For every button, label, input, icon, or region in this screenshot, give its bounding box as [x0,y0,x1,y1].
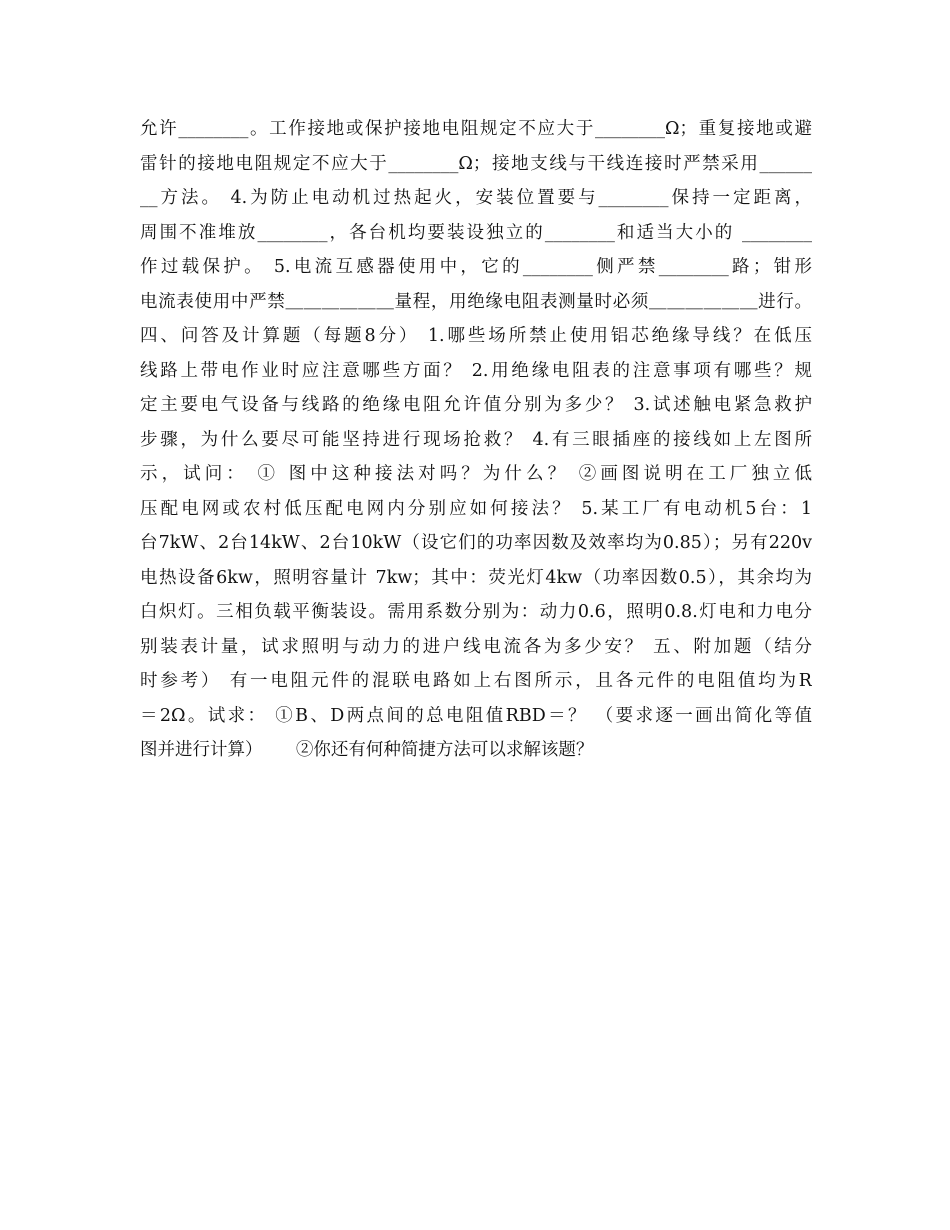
text-line: ＝2Ω。试求： ①B、D两点间的总电阻值RBD＝？ （要求逐一画出简化等值 [140,705,812,726]
text-line: 电热设备6kw，照明容量计 7kw；其中：荧光灯4kw（功率因数0.5），其余均为 [140,567,812,588]
text-line: 电流表使用中严禁＿＿＿＿＿＿量程，用绝缘电阻表测量时必须＿＿＿＿＿＿进行。 [140,291,812,312]
text-line: 周围不准堆放________，各台机均要装设独立的________和适当大小的 ________ [140,222,812,243]
text-line: 允许________。工作接地或保护接地电阻规定不应大于________Ω；重复接地或避 [140,119,812,139]
body-text [140,112,812,768]
text-line: 别装表计量，试求照明与动力的进户线电流各为多少安？ 五、附加题（结分 [140,636,812,657]
text-line: 示，试问： ① 图中这种接法对吗？为什么？ ②画图说明在工厂独立低 [140,464,812,484]
text-line: 时参考） 有一电阻元件的混联电路如上右图所示，且各元件的电阻值均为R [140,671,812,691]
text-line: 定主要电气设备与线路的绝缘电阻允许值分别为多少？ 3.试述触电紧急救护 [140,395,812,415]
text-line: 台7kW、2台14kW、2台10kW（设它们的功率因数及效率均为0.85）；另有220v [140,533,812,553]
text-line: __方法。 4.为防止电动机过热起火，安装位置要与________保持一定距离， [140,188,812,208]
text-line: 四、问答及计算题（每题8分） 1.哪些场所禁止使用铝芯绝缘导线？在低压 [140,326,812,346]
text-line: 压配电网或农村低压配电网内分别应如何接法？ 5.某工厂有电动机5台：1 [140,498,812,519]
text-line: 作过载保护。 5.电流互感器使用中，它的________侧严禁________路；钳形 [140,257,812,277]
text-line: 线路上带电作业时应注意哪些方面？ 2.用绝缘电阻表的注意事项有哪些？规 [140,360,812,381]
text-line: 步骤，为什么要尽可能坚持进行现场抢救？ 4.有三眼插座的接线如上左图所 [140,429,812,450]
text-line: 图并进行计算） ②你还有何种简捷方法可以求解该题？ [140,740,594,760]
text-line: 雷针的接地电阻规定不应大于________Ω；接地支线与干线连接时严禁采用______ [140,153,812,174]
text-line: 白炽灯。三相负载平衡装设。需用系数分别为：动力0.6，照明0.8.灯电和力电分 [140,602,812,622]
